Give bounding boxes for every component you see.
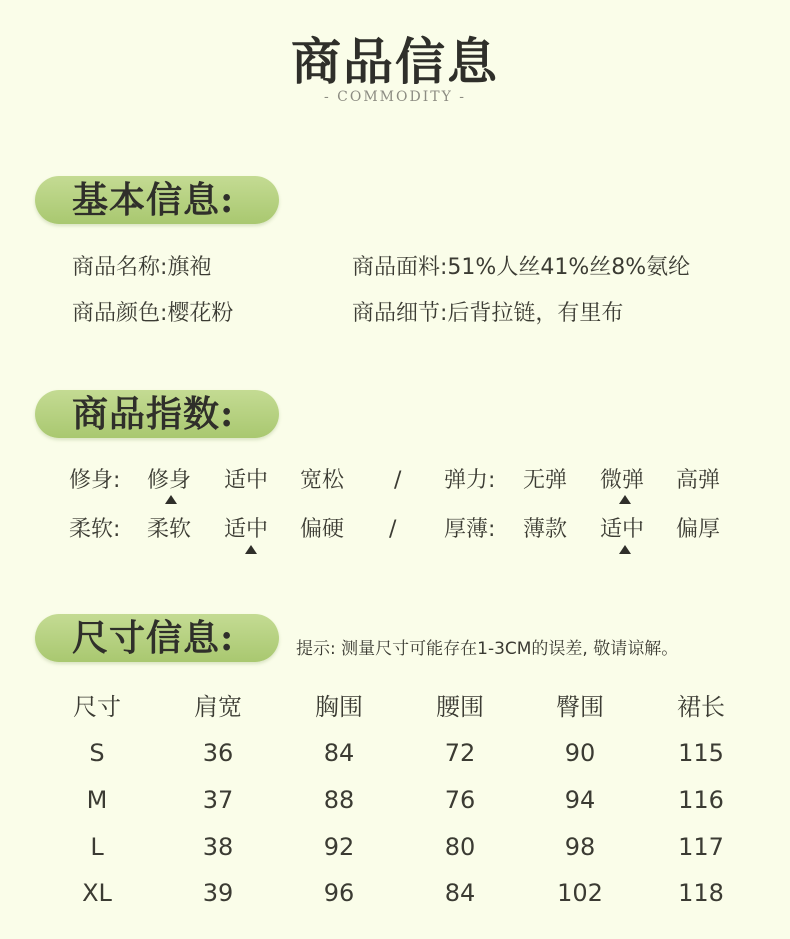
thickness-selected-marker-icon [619, 545, 631, 554]
page-subtitle: - COMMODITY - [323, 89, 467, 105]
table-cell: 98 [564, 833, 596, 861]
table-cell: 88 [323, 786, 355, 814]
table-cell: 115 [678, 739, 724, 767]
size-info-heading: 尺寸信息: [72, 617, 235, 659]
fit-label: 修身: [69, 468, 121, 493]
product-detail-value: 后背拉链，有里布 [447, 301, 624, 326]
fit-option: 修身 [147, 468, 192, 493]
table-cell: S [89, 739, 105, 767]
table-cell: M [86, 786, 108, 814]
product-fabric-label: 商品面料: [352, 255, 448, 280]
product-color-row [72, 299, 233, 329]
softness-label: 柔软: [69, 517, 121, 542]
softness-option: 适中 [224, 517, 269, 542]
product-color-value: 樱花粉 [167, 301, 234, 326]
product-fabric-row [352, 253, 690, 283]
elasticity-label: 弹力: [444, 468, 496, 493]
elasticity-selected-marker-icon [619, 495, 631, 504]
header-cell: 肩宽 [194, 693, 242, 721]
fit-option: 宽松 [300, 468, 345, 493]
indices-heading: 商品指数: [72, 393, 235, 435]
measurement-notice: 提示: 测量尺寸可能存在1-3CM的误差, 敬请谅解。 [296, 639, 679, 659]
softness-selected-marker-icon [245, 545, 257, 554]
table-cell: 76 [444, 786, 476, 814]
table-cell: 72 [444, 739, 476, 767]
product-detail-row [352, 299, 623, 329]
product-fabric-value: 51%人丝41%丝8%氨纶 [447, 255, 691, 280]
header-cell: 胸围 [315, 693, 363, 721]
thickness-label: 厚薄: [444, 517, 496, 542]
softness-option: 柔软 [147, 517, 192, 542]
product-name-row [72, 253, 211, 283]
product-color-label: 商品颜色: [72, 301, 168, 326]
basic-info-heading: 基本信息: [72, 179, 235, 221]
elasticity-option: 无弹 [523, 468, 568, 493]
thickness-option: 偏厚 [676, 517, 721, 542]
table-cell: 118 [678, 879, 724, 907]
table-cell: 117 [678, 833, 724, 861]
separator: / [389, 517, 397, 542]
separator: / [394, 468, 402, 493]
table-cell: 102 [557, 879, 603, 907]
softness-option: 偏硬 [300, 517, 345, 542]
header-cell: 尺寸 [73, 693, 121, 721]
header-cell: 臀围 [556, 693, 604, 721]
elasticity-option: 微弹 [600, 468, 645, 493]
fit-selected-marker-icon [165, 495, 177, 504]
table-cell: 116 [678, 786, 724, 814]
table-cell: 92 [323, 833, 355, 861]
thickness-option: 薄款 [523, 517, 568, 542]
table-cell: 84 [323, 739, 355, 767]
header-cell: 腰围 [436, 693, 484, 721]
table-cell: L [90, 833, 104, 861]
product-name-value: 旗袍 [167, 255, 212, 280]
product-name-label: 商品名称: [72, 255, 168, 280]
table-cell: 36 [202, 739, 234, 767]
table-cell: 90 [564, 739, 596, 767]
table-cell: 96 [323, 879, 355, 907]
table-cell: 39 [202, 879, 234, 907]
table-cell: XL [82, 879, 112, 907]
table-cell: 84 [444, 879, 476, 907]
page-title: 商品信息 [291, 32, 499, 91]
product-detail-label: 商品细节: [352, 301, 448, 326]
elasticity-option: 高弹 [676, 468, 721, 493]
thickness-option: 适中 [600, 517, 645, 542]
table-cell: 94 [564, 786, 596, 814]
table-cell: 80 [444, 833, 476, 861]
header-cell: 裙长 [677, 693, 725, 721]
table-cell: 38 [202, 833, 234, 861]
table-cell: 37 [202, 786, 234, 814]
fit-option: 适中 [224, 468, 269, 493]
